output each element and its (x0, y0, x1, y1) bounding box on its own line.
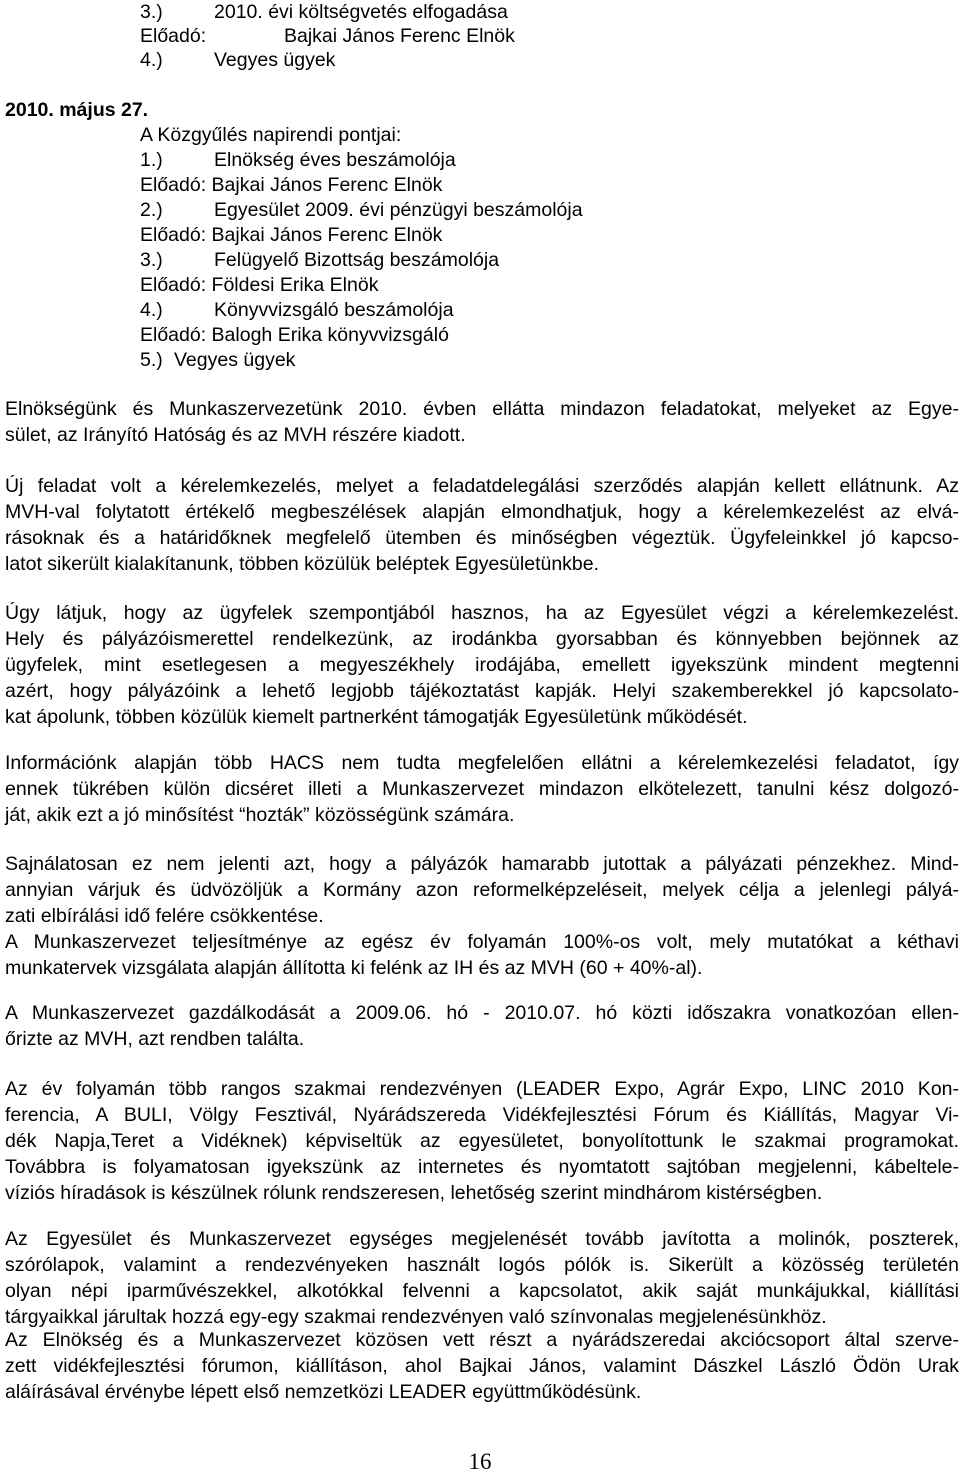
item-number: 3.) (140, 1, 163, 23)
item-number: 1.) (140, 149, 163, 171)
paragraph-line: munkatervek vizsgálata alapján állította ki felénk az IH és az MVH (60 + 40%-al). (5, 956, 703, 979)
paragraph-1 (5, 397, 959, 449)
paragraph-line: Hely és pályázóismerettel rendelkezünk, az irodánkba gyorsabban és könnyebben bejönnek az (5, 627, 959, 650)
item-text: Könyvvizsgáló beszámolója (214, 299, 454, 321)
page-number: 16 (468, 1449, 492, 1474)
paragraph-7 (5, 1077, 959, 1206)
paragraph-line: A Munkaszervezet gazdálkodását a 2009.06. hó - 2010.07. hó közti időszakra vonatkozóan ellen- (5, 1002, 959, 1024)
paragraph-8 (5, 1227, 959, 1331)
item-number: 3.) (140, 249, 163, 271)
paragraph-line: tárgyaikkal járultak hozzá egy-egy szakmai rendezvényen való színvonalas megjelenésünkhöz. (5, 1305, 827, 1328)
item-number: 4.) (140, 49, 163, 71)
presenter-name: Bajkai János Ferenc Elnök (284, 25, 515, 47)
item-number: 2.) (140, 199, 163, 221)
paragraph-line: zati elbírálási idő felére csökkentése. (5, 904, 324, 927)
item-text: 2010. évi költségvetés elfogadása (214, 1, 508, 23)
paragraph-line: Új feladat volt a kérelemkezelés, melyet a feladatdelegálási szerződés alapján kellett ellátnunk. Az (5, 475, 959, 497)
paragraph-line: Az Elnökség és a Munkaszervezet közösen vett részt a nyárádszeredai akciócsoport által szerve- (5, 1329, 959, 1351)
agenda-item-1-presenter: Előadó: Bajkai János Ferenc Elnök (140, 174, 443, 196)
paragraph-6 (5, 1001, 959, 1053)
paragraph-9 (5, 1328, 959, 1406)
paragraph-line: kat ápolunk, többen közülük kiemelt partnerként támogatják Egyesületünk működését. (5, 705, 748, 728)
meeting-date: 2010. május 27. (5, 99, 149, 121)
paragraph-line: Információnk alapján több HACS nem tudta megfelelően ellátni a kérelemkezelési feladatot, így (5, 752, 959, 774)
paragraph-line: Úgy látjuk, hogy az ügyfelek szempontjából hasznos, ha az Egyesület végzi a kérelemkezelést. (5, 602, 959, 624)
paragraph-line: víziós híradások is készülnek rólunk rendszeresen, lehetőség szerint mindhárom kistérségben. (5, 1181, 823, 1204)
paragraph-line: Az év folyamán több rangos szakmai rendezvényen (LEADER Expo, Agrár Expo, LINC 2010 Kon- (5, 1078, 959, 1100)
paragraph-line: Elnökségünk és Munkaszervezetünk 2010. évben ellátta mindazon feladatokat, melyeket az Egye- (5, 398, 959, 420)
paragraph-line: ügyfelek, mint esetlegesen a megyeszékhely irodájába, emellett igyekszünk mindent megtenni (5, 653, 959, 676)
paragraph-line: sület, az Irányító Hatóság és az MVH részére kiadott. (5, 423, 466, 446)
paragraph-line: A Munkaszervezet teljesítménye az egész év folyamán 100%-os volt, mely mutatókat a kéthavi (5, 930, 959, 953)
paragraph-line: dék Napja,Teret a Vidéknek) képviseltük az egyesületet, bonyolítottunk le szakmai programokat. (5, 1129, 959, 1152)
paragraph-line: olyan népi iparművészekkel, alkotókkal felvenni a kapcsolatot, akik saját munkájukkal, kiállítási (5, 1279, 959, 1302)
paragraph-4 (5, 751, 959, 829)
paragraph-line: latot sikerült kialakítanunk, többen közülük beléptek Egyesületünkbe. (5, 552, 600, 575)
paragraph-line: Az Egyesület és Munkaszervezet egységes megjelenését tovább javította a molinók, poszterek, (5, 1228, 959, 1250)
item-text: Vegyes ügyek (174, 349, 296, 371)
agenda-heading: A Közgyűlés napirendi pontjai: (140, 124, 402, 146)
paragraph-3 (5, 601, 959, 730)
item-text: Vegyes ügyek (214, 49, 336, 71)
paragraph-line: őrizte az MVH, azt rendben találta. (5, 1027, 305, 1050)
agenda-item-3-presenter: Előadó: Földesi Erika Elnök (140, 274, 379, 296)
item-text: Felügyelő Bizottság beszámolója (214, 249, 500, 271)
paragraph-line: ferencia, A BULI, Völgy Fesztivál, Nyárádszereda Vidékfejlesztési Fórum és Kiállítás, Magyar Vi- (5, 1103, 959, 1126)
agenda-item-2-presenter: Előadó: Bajkai János Ferenc Elnök (140, 224, 443, 246)
paragraph-line: Sajnálatosan ez nem jelenti azt, hogy a pályázók hamarabb jutottak a pályázati pénzekhez. Mind- (5, 853, 959, 875)
paragraph-line: ennek tükrében külön dicséret illeti a Munkaszervezet mindazon elkötelezett, tanulni kész dolgozó- (5, 777, 959, 800)
presenter-label: Előadó: (140, 25, 207, 47)
paragraph-line: ját, akik ezt a jó minősítést “hozták” közösségünk számára. (5, 803, 515, 826)
paragraph-line: MVH-val folytatott értékelő megbeszélések alapján elmondhatjuk, hogy a kérelemkezelést az elvá- (5, 500, 959, 523)
paragraph-line: aláírásával érvénybe lépett első nemzetközi LEADER együttműködésünk. (5, 1380, 642, 1403)
paragraph-line: Továbbra is folyamatosan igyekszünk az internetes és nyomtatott sajtóban megjelenni, kábeltele- (5, 1155, 959, 1178)
item-number: 5.) (140, 349, 163, 371)
paragraph-2 (5, 474, 959, 578)
paragraph-line: azért, hogy pályázóink a lehető legjobb tájékoztatást kapják. Helyi szakemberekkel jó kapcsolato- (5, 679, 959, 702)
paragraph-5 (5, 852, 959, 981)
item-text: Elnökség éves beszámolója (214, 149, 456, 171)
paragraph-line: zett vidékfejlesztési fórumon, kiállításon, ahol Bajkai János, valamint Dászkel László Ödön Urak (5, 1354, 959, 1377)
agenda-item-4-presenter: Előadó: Balogh Erika könyvvizsgáló (140, 324, 449, 346)
paragraph-line: annyian várjuk és üdvözöljük a Kormány azon reformelképzeléseit, melyek célja a jelenlegi pályá- (5, 878, 959, 901)
item-number: 4.) (140, 299, 163, 321)
paragraph-line: rásoknak és a határidőknek megfelelő ütemben és minőségben végeztük. Ügyfeleinkkel jó kapcso- (5, 526, 959, 549)
paragraph-line: szórólapok, valamint a rendezvényeken használt logós pólók is. Sikerült a közösség területén (5, 1253, 959, 1276)
item-text: Egyesület 2009. évi pénzügyi beszámolója (214, 199, 583, 221)
